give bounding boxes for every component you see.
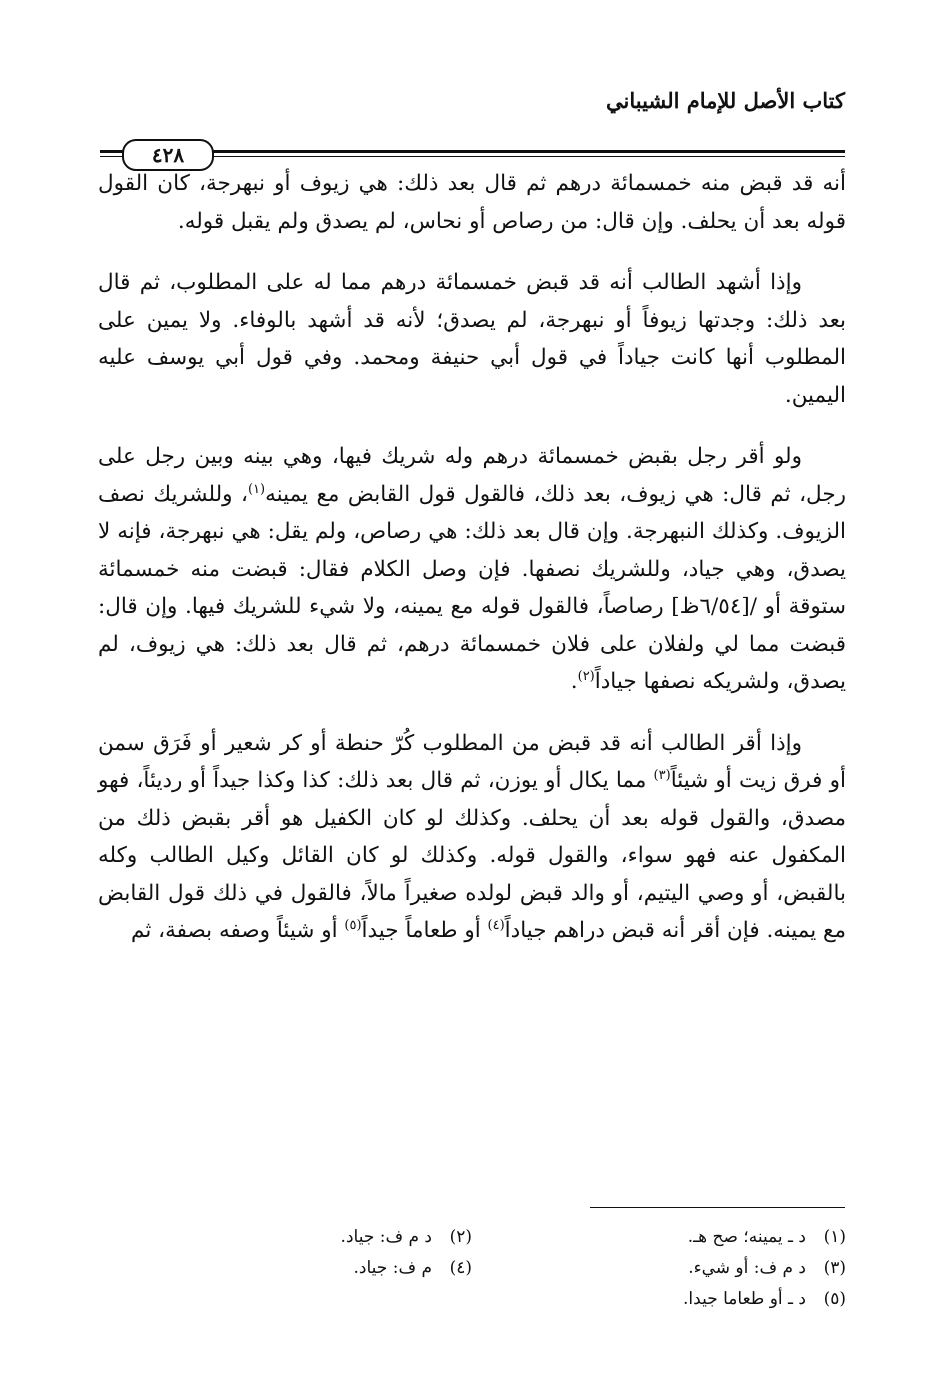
footnote-ref-2[interactable]: (٢) xyxy=(577,668,595,684)
footnote-1 xyxy=(472,1222,846,1253)
running-title: كتاب الأصل للإمام الشيباني xyxy=(606,88,845,113)
footnote-separator xyxy=(590,1207,845,1208)
footnote-4 xyxy=(98,1253,472,1284)
footnote-3-number: (٣) xyxy=(823,1258,846,1278)
footnote-2-number: (٢) xyxy=(449,1227,472,1247)
paragraph-4 xyxy=(98,725,846,950)
footnote-4-number: (٤) xyxy=(449,1258,472,1278)
footnote-ref-3[interactable]: (٣) xyxy=(653,767,671,783)
footnote-5-text: د ـ أو طعاما جيدا. xyxy=(683,1289,806,1309)
main-text xyxy=(98,165,846,950)
page-number: ٤٢٨ xyxy=(122,139,214,171)
paragraph-2 xyxy=(98,264,846,414)
paragraph-3-text-b: ، وللشريك نصف الزيوف. وكذلك النبهرجة. وإن قال بعد ذلك: هي رصاص، ولم يقل: هي نبهرجة، فإنه لا يصدق، وهي جياد، وللشريك نصفها. فإن وصل الكلام فقال: قبضت منه خمسمائة ستوقة أو /[٦/٥٤ظ] رصاصاً، فالقول قوله مع يمينه، ولا شيء للشريك فيها. وإن قال: قبضت مما لي ولفلان على فلان خمسمائة درهم، ثم قال بعد ذلك: هي زيوف، لم يصدق، ولشريكه نصفها جياداً xyxy=(98,481,846,694)
footnote-3 xyxy=(472,1253,846,1284)
paragraph-3-text-a: ولو أقر رجل بقبض خمسمائة درهم وله شريك فيها، وهي بينه وبين رجل على رجل، ثم قال: هي زيوف، بعد ذلك، فالقول قول القابض مع يمينه xyxy=(98,444,846,507)
paragraph-3 xyxy=(98,438,846,701)
paragraph-4-text-a: وإذا أقر الطالب أنه قد قبض من المطلوب كُرّ حنطة أو كر شعير أو فَرَق سمن أو فرق زيت أو شيئاً xyxy=(98,730,846,793)
footnote-ref-5[interactable]: (٥) xyxy=(344,917,362,933)
footnote-1-number: (١) xyxy=(823,1227,846,1247)
footnote-1-text: د ـ يمينه؛ صح هـ. xyxy=(687,1227,806,1247)
paragraph-1 xyxy=(98,165,846,240)
footnote-row xyxy=(98,1284,846,1315)
footnote-3-text: د م ف: أو شيء. xyxy=(688,1258,806,1278)
footnote-5 xyxy=(472,1284,846,1315)
footnote-row xyxy=(98,1253,846,1284)
footnote-2 xyxy=(98,1222,472,1253)
paragraph-2-text: وإذا أشهد الطالب أنه قد قبض خمسمائة درهم مما له على المطلوب، ثم قال بعد ذلك: وجدتها زيوفاً أو نبهرجة، لم يصدق؛ لأنه قد أشهد بالوفاء. ولا يمين على المطلوب أنها كانت جياداً في قول أبي حنيفة ومحمد. وفي قول أبي يوسف عليه اليمين. xyxy=(98,270,846,408)
paragraph-1-text: أنه قد قبض منه خمسمائة درهم ثم قال بعد ذلك: هي زيوف أو نبهرجة، كان القول قوله بعد أن يحلف. وإن قال: من رصاص أو نحاس، لم يصدق ولم يقبل قوله. xyxy=(98,171,846,234)
footnote-2-text: د م ف: جياد. xyxy=(340,1227,432,1247)
paragraph-4-text-b: مما يكال أو يوزن، ثم قال بعد ذلك: كذا وكذا جيداً أو رديئاً، فهو مصدق، والقول قوله بعد أن يحلف. وكذلك لو كان الكفيل هو أقر بقبض ذلك من المكفول عنه فهو سواء، والقول قوله. وكذلك لو كان القائل وكيل الطالب وكله بالقبض، أو وصي اليتيم، أو والد قبض لولده صغيراً مالاً، فالقول في ذلك قول القابض مع يمينه. فإن أقر أنه قبض دراهم جياداً xyxy=(98,768,846,943)
footnote-4-text: م ف: جياد. xyxy=(353,1258,432,1278)
footnote-5-number: (٥) xyxy=(823,1289,846,1309)
footnote-row xyxy=(98,1222,846,1253)
footnote-ref-4[interactable]: (٤) xyxy=(487,917,505,933)
paragraph-4-text-d: أو شيئاً وصفه بصفة، ثم xyxy=(131,918,345,943)
paragraph-3-text-c: . xyxy=(570,669,578,694)
footnote-ref-1[interactable]: (١) xyxy=(247,481,266,497)
footnotes xyxy=(98,1222,846,1315)
paragraph-4-text-c: أو طعاماً جيداً xyxy=(361,918,488,943)
